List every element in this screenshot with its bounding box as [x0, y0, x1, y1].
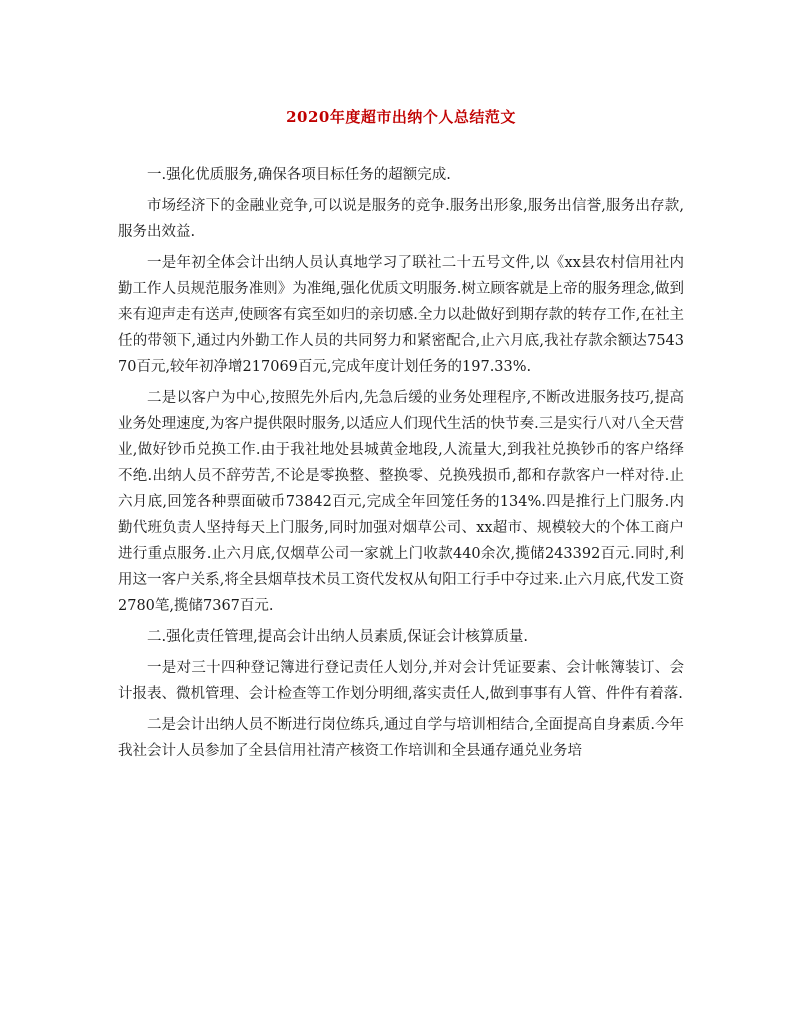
paragraph-intro: 市场经济下的金融业竞争,可以说是服务的竞争.服务出形象,服务出信誉,服务出存款,服务出效益.: [118, 198, 684, 240]
document-body: [118, 162, 684, 769]
paragraph-section-heading-1: 一.强化优质服务,确保各项目标任务的超额完成.: [147, 167, 451, 183]
paragraph-responsibility: 一是对三十四种登记簿进行登记责任人划分,并对会计凭证要素、会计帐簿装订、会计报表、微机管理、会计检查等工作划分明细,落实责任人,做到事事有人管、件件有着落.: [118, 660, 684, 702]
paragraph-training: 二是会计出纳人员不断进行岗位练兵,通过自学与培训相结合,全面提高自身素质.今年我社会计人员参加了全县信用社清产核资工作培训和全县通存通兑业务培: [118, 717, 684, 759]
paragraph-point-1: 一是年初全体会计出纳人员认真地学习了联社二十五号文件,以《xx县农村信用社内勤工作人员规范服务准则》为准绳,强化优质文明服务.树立顾客就是上帝的服务理念,做到来有迎声走有送声,使顾客有宾至如归的亲切感.全力以赴做好到期存款的转存工作,在社主任的带领下,通过内外勤工作人员的共同努力和紧密配合,止六月底,我社存款余额达754370百元,较年初净增217069百元,完成年度计划任务的197.33%.: [118, 255, 684, 375]
paragraph-section-heading-2: 二.强化责任管理,提高会计出纳人员素质,保证会计核算质量.: [147, 629, 528, 645]
document-title: 2020年度超市出纳个人总结范文: [286, 108, 516, 126]
paragraph-point-2: 二是以客户为中心,按照先外后内,先急后缓的业务处理程序,不断改进服务技巧,提高业务处理速度,为客户提供限时服务,以适应人们现代生活的快节奏.三是实行八对八全天营业,做好钞币兑换工作.由于我社地处县城黄金地段,人流量大,到我社兑换钞币的客户络绎不绝.出纳人员不辞劳苦,不论是零换整、整换零、兑换残损币,都和存款客户一样对待.止六月底,回笼各种票面破币73842百元,完成全年回笼任务的134%.四是推行上门服务.内勤代班负责人坚持每天上门服务,同时加强对烟草公司、xx超市、规模较大的个体工商户进行重点服务.止六月底,仅烟草公司一家就上门收款440余次,揽储243392百元.同时,利用这一客户关系,将全县烟草技术员工资代发权从旬阳工行手中夺过来.止六月底,代发工资2780笔,揽储7367百元.: [118, 390, 684, 614]
